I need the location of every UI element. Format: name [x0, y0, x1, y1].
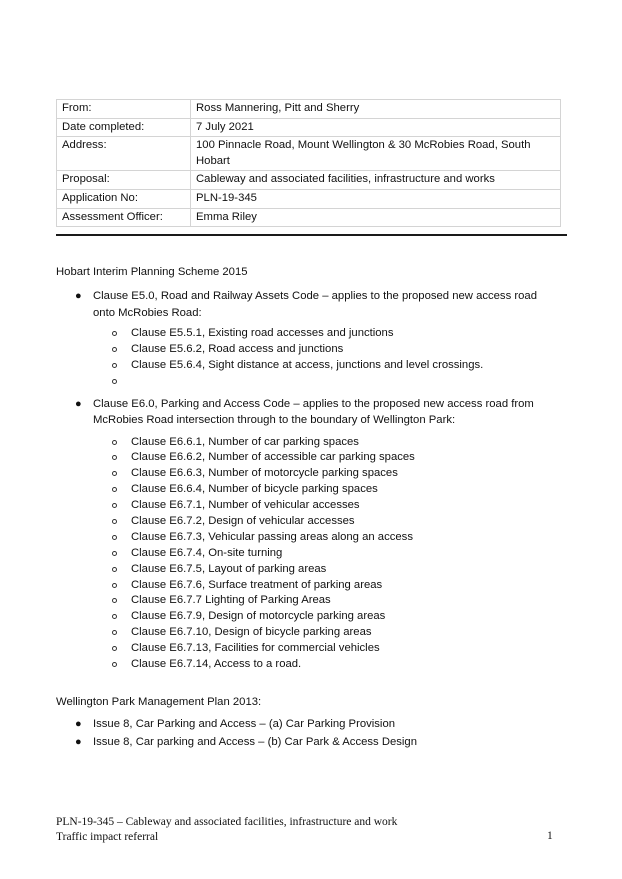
- sub-list-item-text: Clause E6.6.1, Number of car parking spaces: [131, 435, 359, 448]
- sub-list-item: [0, 514, 553, 530]
- sub-list-item: [0, 546, 553, 562]
- sub-list-item-text: Clause E6.7.9, Design of motorcycle parking areas: [131, 610, 386, 623]
- sub-list-item: [0, 593, 553, 609]
- hollow-bullet-icon: [112, 363, 117, 368]
- sub-list: [0, 326, 553, 390]
- hollow-bullet-icon: [112, 551, 117, 556]
- row-value: PLN-19-345: [191, 189, 561, 208]
- sub-list-item-text: Clause E6.7.5, Layout of parking areas: [131, 562, 327, 575]
- row-label: Application No:: [57, 189, 191, 208]
- hollow-bullet-icon: [112, 503, 117, 508]
- page-footer: [56, 815, 556, 845]
- sub-list-item: [0, 374, 553, 390]
- row-label: Assessment Officer:: [57, 208, 191, 227]
- hollow-bullet-icon: [112, 379, 117, 384]
- sub-list-item: [0, 435, 553, 451]
- hollow-bullet-icon: [112, 630, 117, 635]
- table-row: [57, 208, 561, 227]
- list-item-text: Issue 8, Car Parking and Access – (a) Car Parking Provision: [93, 718, 396, 730]
- table-row: [57, 100, 561, 119]
- sub-list-item: [0, 326, 553, 342]
- sub-list-item-text: Clause E5.5.1, Existing road accesses and junctions: [131, 327, 394, 339]
- hollow-bullet-icon: [112, 583, 117, 588]
- bullet-icon: ●: [75, 718, 82, 730]
- hollow-bullet-icon: [112, 347, 117, 352]
- bullet-icon: ●: [75, 397, 82, 410]
- row-value: Ross Mannering, Pitt and Sherry: [191, 100, 561, 119]
- row-value: Emma Riley: [191, 208, 561, 227]
- sub-list-item-text: Clause E5.6.2, Road access and junctions: [131, 342, 344, 355]
- sub-list-item-text: Clause E5.6.4, Sight distance at access, junctions and level crossings.: [131, 358, 484, 371]
- hollow-bullet-icon: [112, 646, 117, 651]
- list-item-text: Issue 8, Car parking and Access – (b) Car Park & Access Design: [93, 735, 417, 748]
- page-number: 1: [547, 830, 553, 842]
- hollow-bullet-icon: [112, 331, 117, 336]
- table-row: [57, 171, 561, 190]
- hollow-bullet-icon: [112, 487, 117, 492]
- management-plan-list: [0, 716, 553, 750]
- footer-line-2: Traffic impact referral: [56, 831, 159, 843]
- sub-list-item-text: Clause E6.7.13, Facilities for commercial vehicles: [131, 642, 380, 655]
- sub-list-item: [0, 609, 553, 625]
- hollow-bullet-icon: [112, 567, 117, 572]
- list-item-text: Clause E6.0, Parking and Access Code – applies to the proposed new access road from McRobies Road intersection through to the boundary of Wellington Park:: [93, 397, 534, 427]
- hollow-bullet-icon: [112, 440, 117, 445]
- hollow-bullet-icon: [112, 598, 117, 603]
- table-row: [57, 118, 561, 137]
- sub-list-item: [0, 498, 553, 514]
- sub-list-item: [0, 562, 553, 578]
- row-label: Address:: [57, 137, 191, 171]
- row-label: Date completed:: [57, 118, 191, 137]
- row-value: 100 Pinnacle Road, Mount Wellington & 30 McRobies Road, South Hobart: [191, 137, 561, 171]
- sub-list: [0, 435, 553, 673]
- horizontal-divider: [56, 234, 567, 236]
- sub-list-item: [0, 482, 553, 498]
- bullet-icon: ●: [75, 290, 82, 302]
- row-label: Proposal:: [57, 171, 191, 190]
- list-item: [0, 396, 553, 673]
- list-item: [0, 734, 553, 751]
- section-heading-planning-scheme: Hobart Interim Planning Scheme 2015: [56, 266, 248, 278]
- sub-list-item-text: Clause E6.7.7 Lighting of Parking Areas: [131, 594, 331, 607]
- sub-list-item-text: Clause E6.7.1, Number of vehicular accesses: [131, 499, 360, 512]
- table-row: [57, 189, 561, 208]
- sub-list-item: [0, 466, 553, 482]
- sub-list-item-text: Clause E6.6.4, Number of bicycle parking spaces: [131, 483, 378, 496]
- bullet-icon: ●: [75, 735, 82, 748]
- footer-line-1: PLN-19-345 – Cableway and associated facilities, infrastructure and work: [56, 816, 398, 828]
- sub-list-item-text: Clause E6.7.4, On-site turning: [131, 546, 283, 559]
- hollow-bullet-icon: [112, 614, 117, 619]
- sub-list-item-text: Clause E6.7.2, Design of vehicular accesses: [131, 515, 355, 528]
- list-item: [0, 288, 553, 390]
- list-item-text: Clause E5.0, Road and Railway Assets Code – applies to the proposed new access road onto McRobies Road:: [93, 290, 537, 319]
- details-table: [56, 99, 561, 227]
- row-label: From:: [57, 100, 191, 119]
- planning-scheme-list: [0, 288, 553, 673]
- sub-list-item: [0, 358, 553, 374]
- sub-list-item-text: Clause E6.7.3, Vehicular passing areas along an access: [131, 530, 413, 543]
- hollow-bullet-icon: [112, 662, 117, 667]
- hollow-bullet-icon: [112, 519, 117, 524]
- sub-list-item: [0, 342, 553, 358]
- sub-list-item-text: Clause E6.7.10, Design of bicycle parking areas: [131, 626, 372, 639]
- row-value: 7 July 2021: [191, 118, 561, 137]
- sub-list-item: [0, 450, 553, 466]
- table-row: [57, 137, 561, 171]
- sub-list-item: [0, 530, 553, 546]
- sub-list-item-text: Clause E6.7.14, Access to a road.: [131, 658, 302, 671]
- sub-list-item: [0, 657, 553, 673]
- sub-list-item-text: Clause E6.6.3, Number of motorcycle parking spaces: [131, 467, 398, 480]
- list-item: [0, 716, 553, 733]
- hollow-bullet-icon: [112, 455, 117, 460]
- sub-list-item: [0, 641, 553, 657]
- sub-list-item: [0, 625, 553, 641]
- section-heading-management-plan: Wellington Park Management Plan 2013:: [56, 696, 262, 708]
- hollow-bullet-icon: [112, 535, 117, 540]
- sub-list-item: [0, 578, 553, 594]
- row-value: Cableway and associated facilities, infrastructure and works: [191, 171, 561, 190]
- sub-list-item-text: Clause E6.6.2, Number of accessible car parking spaces: [131, 451, 415, 464]
- hollow-bullet-icon: [112, 471, 117, 476]
- sub-list-item-text: Clause E6.7.6, Surface treatment of parking areas: [131, 578, 383, 591]
